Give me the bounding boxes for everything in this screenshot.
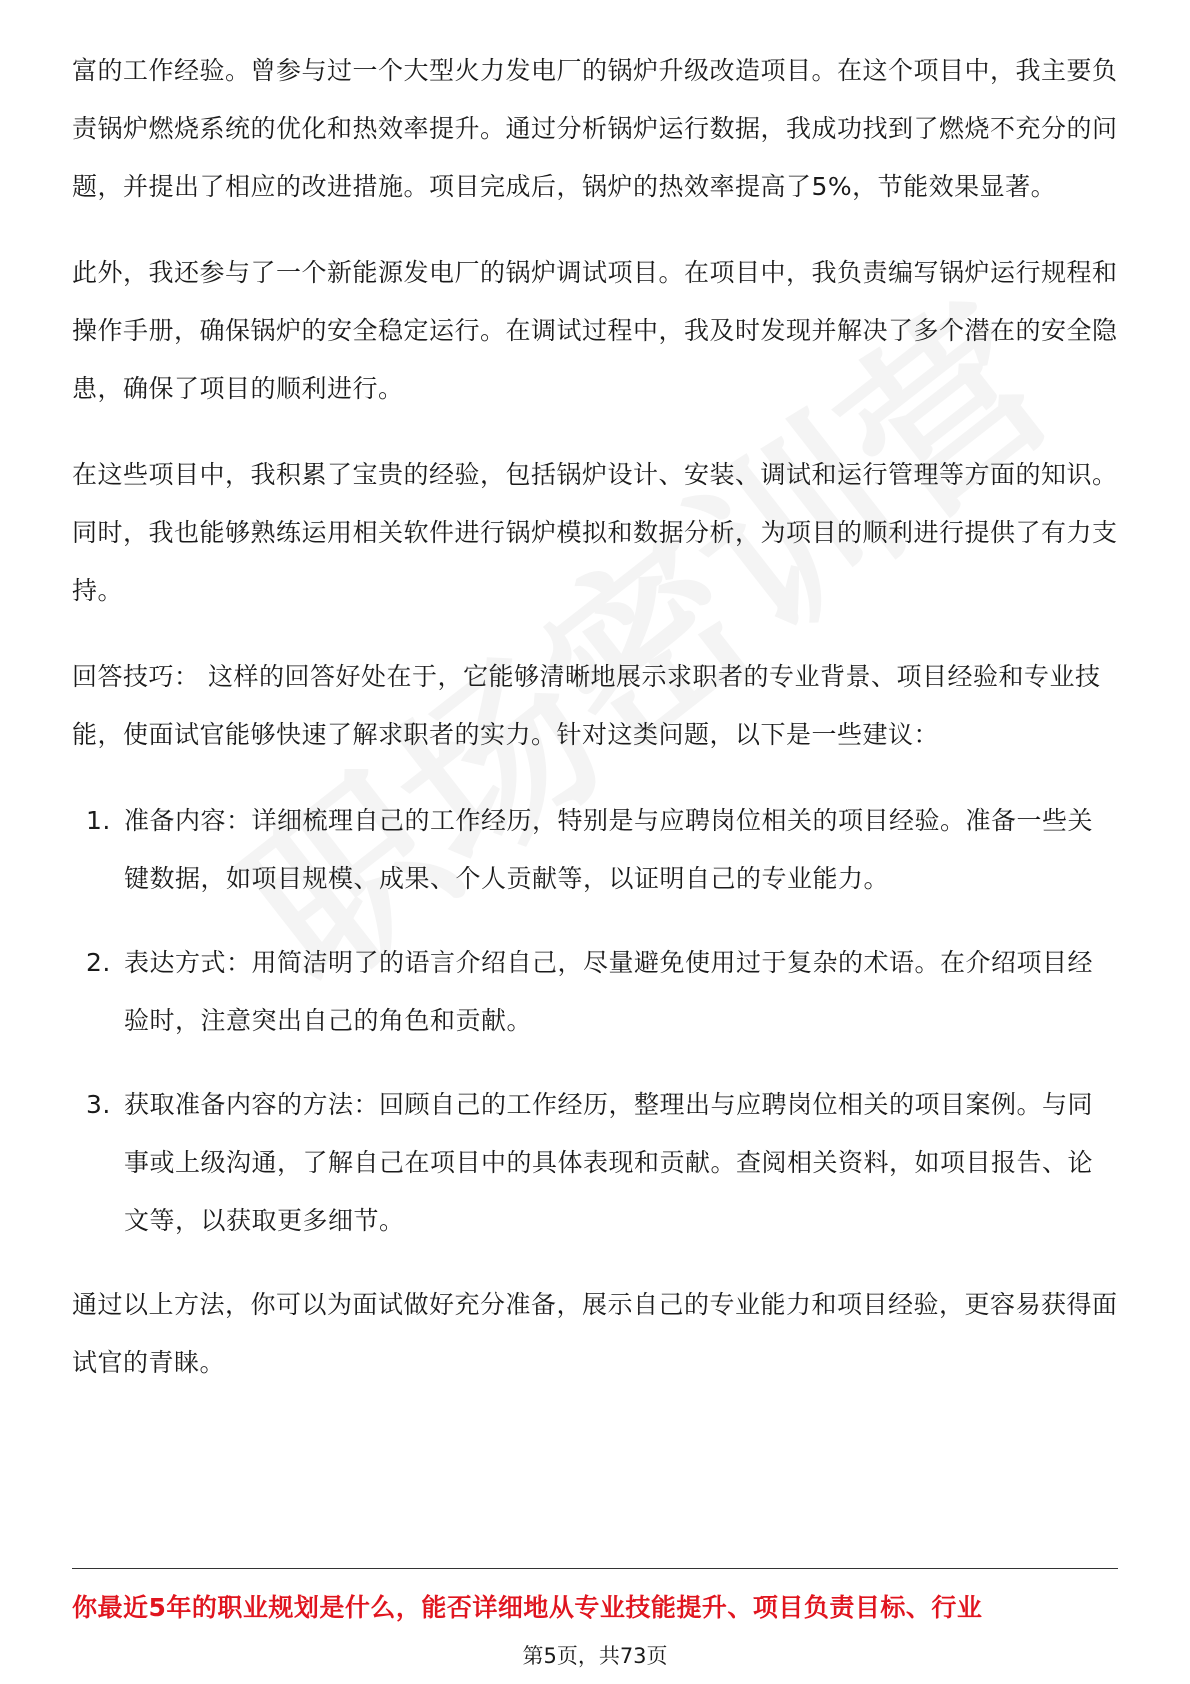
page-number: 第5页，共73页 <box>522 1644 668 1668</box>
tips-list <box>72 792 1118 1250</box>
document-body <box>72 42 1118 1420</box>
paragraph: 此外，我还参与了一个新能源发电厂的锅炉调试项目。在项目中，我负责编写锅炉运行规程和操作手册，确保锅炉的安全稳定运行。在调试过程中，我及时发现并解决了多个潜在的安全隐患，确保了项目的顺利进行。 <box>72 258 1118 403</box>
footer-divider <box>72 1568 1118 1569</box>
list-item <box>72 934 1118 1050</box>
closing-paragraph: 通过以上方法，你可以为面试做好充分准备，展示自己的专业能力和项目经验，更容易获得面试官的青睐。 <box>72 1290 1118 1377</box>
paragraph: 在这些项目中，我积累了宝贵的经验，包括锅炉设计、安装、调试和运行管理等方面的知识。同时，我也能够熟练运用相关软件进行锅炉模拟和数据分析，为项目的顺利进行提供了有力支持。 <box>72 460 1118 605</box>
next-question-heading: 你最近5年的职业规划是什么，能否详细地从专业技能提升、项目负责目标、行业 <box>72 1593 983 1622</box>
list-item-text: 获取准备内容的方法：回顾自己的工作经历，整理出与应聘岗位相关的项目案例。与同事或上级沟通，了解自己在项目中的具体表现和贡献。查阅相关资料，如项目报告、论文等，以获取更多细节。 <box>124 1090 1094 1235</box>
list-item <box>72 1076 1118 1250</box>
paragraph: 富的工作经验。曾参与过一个大型火力发电厂的锅炉升级改造项目。在这个项目中，我主要负责锅炉燃烧系统的优化和热效率提升。通过分析锅炉运行数据，我成功找到了燃烧不充分的问题，并提出了相应的改进措施。项目完成后，锅炉的热效率提高了5%，节能效果显著。 <box>72 56 1118 201</box>
list-number: 3. <box>86 1090 111 1119</box>
list-item-text: 表达方式：用简洁明了的语言介绍自己，尽量避免使用过于复杂的术语。在介绍项目经验时，注意突出自己的角色和贡献。 <box>124 948 1094 1035</box>
list-item-text: 准备内容：详细梳理自己的工作经历，特别是与应聘岗位相关的项目经验。准备一些关键数据，如项目规模、成果、个人贡献等，以证明自己的专业能力。 <box>124 806 1094 893</box>
list-number: 2. <box>86 948 111 977</box>
list-number: 1. <box>86 806 111 835</box>
answer-tips-paragraph: 回答技巧： 这样的回答好处在于，它能够清晰地展示求职者的专业背景、项目经验和专业技能，使面试官能够快速了解求职者的实力。针对这类问题，以下是一些建议： <box>72 662 1101 749</box>
list-item <box>72 792 1118 908</box>
